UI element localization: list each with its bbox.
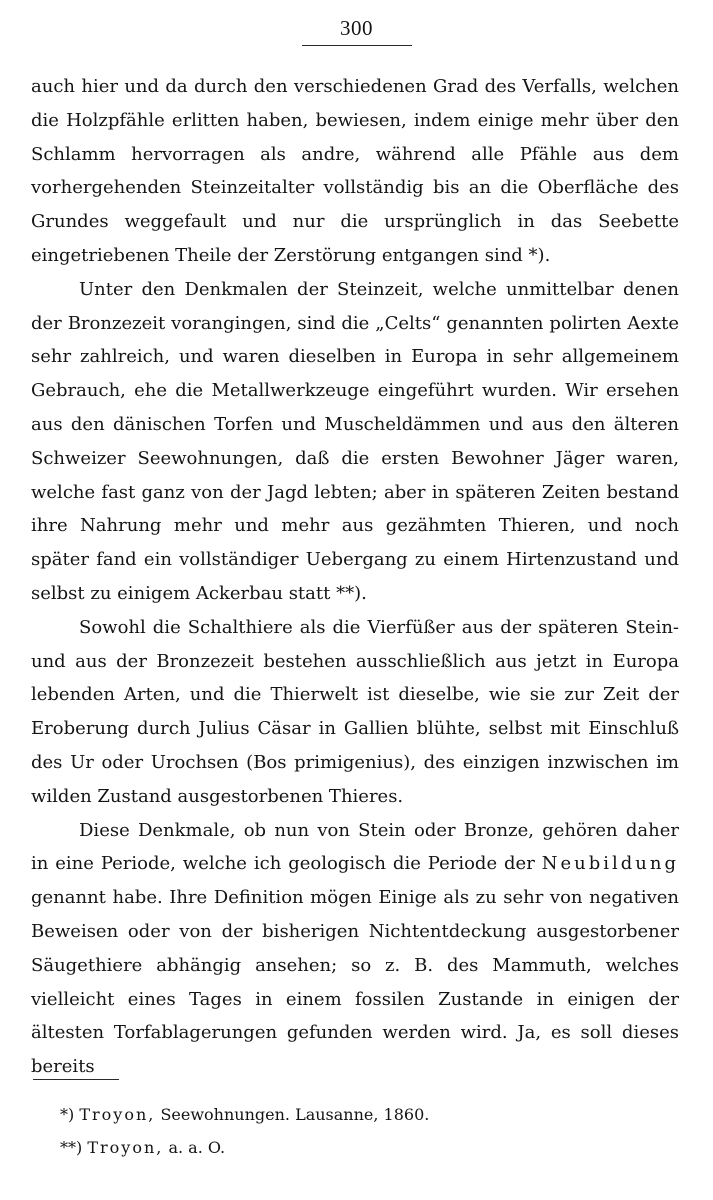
footnote-text: Seewohnungen. Lausanne, 1860. xyxy=(160,1105,430,1124)
emphasized-term: Neubildung xyxy=(541,853,679,875)
footnote xyxy=(60,1098,660,1131)
footnote-marker: **) xyxy=(60,1138,83,1157)
paragraph-period-definition xyxy=(31,814,679,1084)
page-number: 300 xyxy=(340,16,373,40)
footnote xyxy=(60,1131,660,1164)
paragraph-fauna: Sowohl die Schalthiere als die Vierfüßer aus der späteren Stein- und aus der Bronzezeit bestehen ausschließlich aus jetzt in Europa lebenden Arten, und die Thierwelt ist dieselbe, wie sie zur Zeit der Eroberung durch Julius Cäsar in Gallien blühte, selbst mit Einschluß des Ur oder Urochsen (Bos primigenius), des einzigen inzwischen im wilden Zustand ausgestorbenen Thieres. xyxy=(31,616,679,807)
footnote-author: Troyon, xyxy=(87,1138,164,1157)
paragraph-stone-age-monuments: Unter den Denkmalen der Steinzeit, welche unmittelbar denen der Bronzezeit vorangingen, sind die „Celts“ genannten polirten Aexte sehr zahlreich, und waren dieselben in Europa in sehr allgemeinem Gebrauch, ehe die Metallwerkzeuge eingeführt wurden. Wir ersehen aus den dänischen Torfen und Muscheldämmen und aus den älteren Schweizer Seewohnungen, daß die ersten Bewohner Jäger waren, welche fast ganz von der Jagd lebten; aber in späteren Zeiten bestand ihre Nahrung mehr und mehr aus gezähmten Thieren, und noch später fand ein vollständiger Uebergang zu einem Hirtenzustand und selbst zu einigem Ackerbau statt **). xyxy=(31,278,679,604)
footnote-marker: *) xyxy=(60,1105,75,1124)
footnote-rule xyxy=(33,1079,119,1080)
footnote-author: Troyon, xyxy=(79,1105,156,1124)
paragraph-continuation: auch hier und da durch den verschiedenen Grad des Verfalls, welchen die Holzpfähle erlitten haben, bewiesen, indem einige mehr über den Schlamm hervorragen als andre, während alle Pfähle aus dem vorhergehenden Steinzeitalter vollständig bis an die Oberfläche des Grundes weggefault und nur die ursprünglich in das Seebette eingetriebenen Theile der Zerstörung entgangen sind *). xyxy=(31,76,679,266)
header-rule xyxy=(302,45,412,46)
footnotes xyxy=(60,1098,660,1164)
paragraph-text-before: Diese Denkmale, ob nun von Stein oder Bronze, gehören daher in eine Periode, welche ich geologisch die Periode der xyxy=(31,819,679,875)
paragraph-text-after: genannt habe. Ihre Definition mögen Einige als zu sehr von negativen Beweisen oder von der bisherigen Nichtentdeckung ausgestorbener Säugethiere abhängig ansehen; so z. B. des Mammuth, welches vielleicht eines Tages in einem fossilen Zustande in einigen der ältesten Torfablagerungen gefunden werden wird. Ja, es soll dieses bereits xyxy=(31,887,679,1078)
footnote-text: a. a. O. xyxy=(168,1138,226,1157)
body-text xyxy=(31,70,679,1084)
